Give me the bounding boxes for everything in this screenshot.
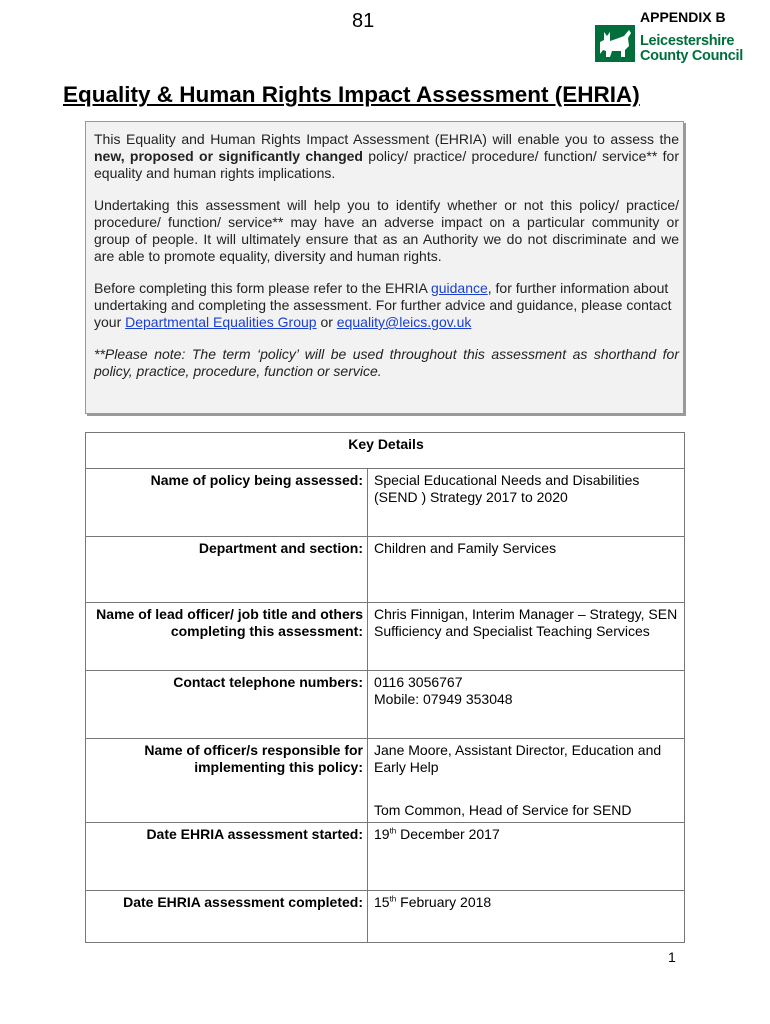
date-completed-label: Date EHRIA assessment completed:: [86, 891, 368, 943]
phone-value: [368, 671, 685, 739]
key-details-table: [85, 432, 685, 943]
date-completed-value: 15th February 2018: [368, 891, 685, 943]
fox-logo-icon: [594, 24, 638, 64]
guidance-link[interactable]: guidance: [430, 280, 488, 296]
phone-label: Contact telephone numbers:: [86, 671, 368, 739]
date-started-value: 19th December 2017: [368, 823, 685, 891]
equality-email-link[interactable]: equality@leics.gov.uk: [336, 314, 472, 330]
policy-name-value: Special Educational Needs and Disabilities (SEND ) Strategy 2017 to 2020: [368, 469, 685, 537]
council-logo: [594, 24, 744, 64]
responsible-officer-value: [368, 739, 685, 823]
department-value: Children and Family Services: [368, 537, 685, 603]
key-details-heading: Key Details: [86, 433, 685, 469]
phone-line-1: 0116 3056767: [374, 674, 463, 690]
phone-line-2: Mobile: 07949 353048: [374, 691, 513, 707]
responsible-officer-1: Jane Moore, Assistant Director, Education and Early Help: [374, 742, 662, 775]
lead-officer-value: Chris Finnigan, Interim Manager – Strategy, SEN Sufficiency and Specialist Teaching Services: [368, 603, 685, 671]
policy-note: **Please note: The term ‘policy’ will be used throughout this assessment as shorthand for policy, practice, procedure, function or service.: [94, 346, 679, 379]
responsible-officer-2: Tom Common, Head of Service for SEND: [374, 802, 632, 818]
intro-box: [85, 121, 684, 414]
equalities-group-link[interactable]: Departmental Equalities Group: [125, 314, 317, 330]
responsible-officer-label: Name of officer/s responsible for implementing this policy:: [86, 739, 368, 823]
page-number-footer: 1: [668, 949, 676, 965]
policy-name-label: Name of policy being assessed:: [86, 469, 368, 537]
intro-paragraph-1: This Equality and Human Rights Impact Assessment (EHRIA) will enable you to assess the new, proposed or significantly changed policy/ practice/ procedure/ function/ service** for equality and human rights implications.: [94, 131, 679, 181]
logo-line-2: County Council: [640, 48, 743, 64]
intro-paragraph-2: Undertaking this assessment will help you to identify whether or not this policy/ practice/ procedure/ function/ service** may have an adverse impact on a particular community or group of people. It will ultimately ensure that as an Authority we do not discriminate and we are able to promote equality, diversity and human rights.: [94, 197, 679, 264]
date-started-label: Date EHRIA assessment started:: [86, 823, 368, 891]
department-label: Department and section:: [86, 537, 368, 603]
lead-officer-label: Name of lead officer/ job title and others completing this assessment:: [86, 603, 368, 671]
page-title: Equality & Human Rights Impact Assessment (EHRIA): [63, 82, 640, 107]
appendix-label: APPENDIX B: [640, 9, 726, 25]
intro-paragraph-3: Before completing this form please refer to the EHRIA guidance, for further information about undertaking and completing the assessment. For further advice and guidance, please contact your Departmental Equalities Group or equality@leics.gov.uk: [94, 280, 672, 330]
logo-line-1: Leicestershire: [640, 33, 735, 49]
page-number-top: 81: [352, 10, 375, 32]
